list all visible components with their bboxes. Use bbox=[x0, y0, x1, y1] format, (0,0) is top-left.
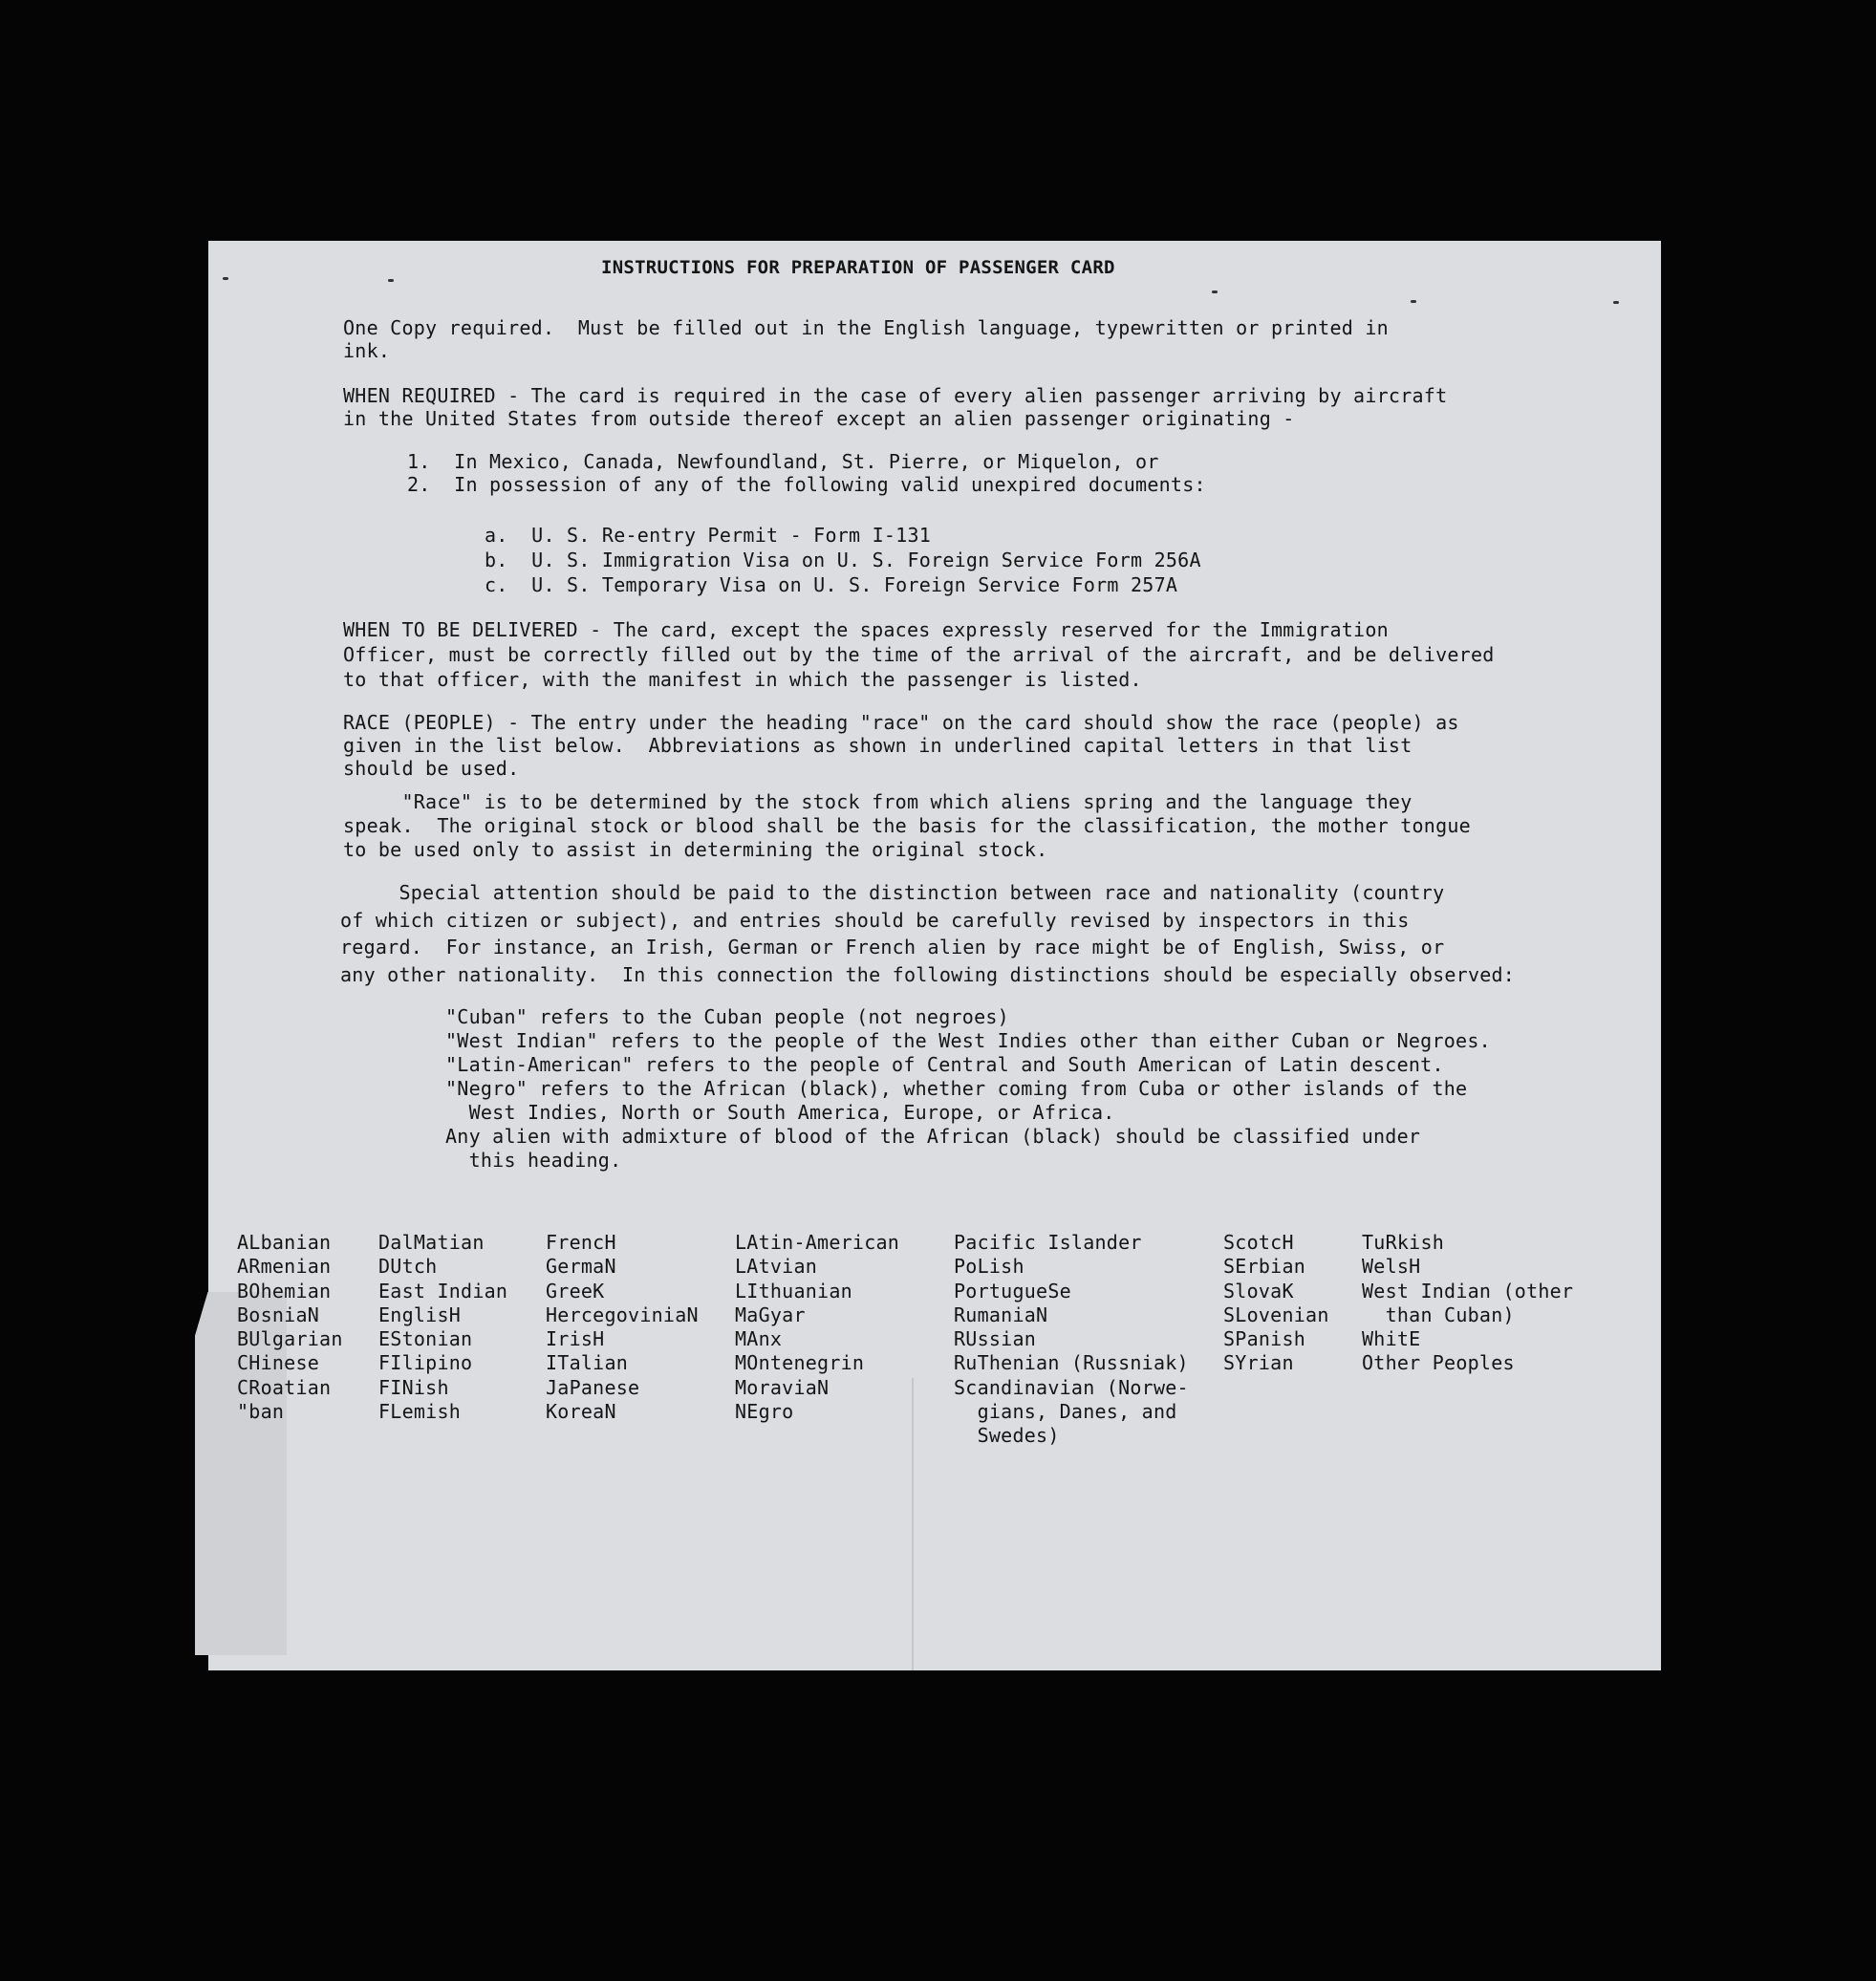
race-entry: East Indian bbox=[378, 1279, 508, 1303]
when-required-line: in the United States from outside thereof except an alien passenger originating - bbox=[343, 407, 1295, 430]
race-entry: ITalian bbox=[546, 1351, 629, 1375]
distinction-line: "West Indian" refers to the people of the West Indies other than either Cuban or Negroes. bbox=[445, 1029, 1491, 1052]
race-entry: MaGyar bbox=[735, 1303, 806, 1326]
race-entry: RuThenian (Russniak) bbox=[954, 1351, 1189, 1375]
distinction-line: "Latin-American" refers to the people of Central and South American of Latin descent. bbox=[445, 1053, 1444, 1076]
race-entry: FINish bbox=[378, 1375, 449, 1399]
race-list-column bbox=[378, 1231, 507, 1424]
when-required-paragraph bbox=[343, 384, 1447, 430]
race-entry: SErbian bbox=[1223, 1255, 1306, 1279]
race-entry: SYrian bbox=[1223, 1351, 1294, 1375]
race-entry: than Cuban) bbox=[1362, 1303, 1515, 1326]
race-entry: BUlgarian bbox=[237, 1327, 343, 1351]
race-entry: FLemish bbox=[378, 1400, 462, 1424]
race-entry: gians, Danes, and bbox=[954, 1400, 1177, 1424]
distinction-line: West Indies, North or South America, Europe, or Africa. bbox=[445, 1101, 1115, 1124]
special-attention-line: Special attention should be paid to the distinction between race and nationality (country bbox=[340, 881, 1445, 904]
when-delivered-line: to that officer, with the manifest in which the passenger is listed. bbox=[343, 668, 1142, 691]
race-line: RACE (PEOPLE) - The entry under the heading "race" on the card should show the race (people) as bbox=[343, 711, 1459, 734]
race-entry: SLovenian bbox=[1223, 1303, 1329, 1326]
race-entry: Scandinavian (Norwe- bbox=[954, 1375, 1189, 1399]
race-entry: LAtvian bbox=[735, 1255, 818, 1279]
race-entry: GermaN bbox=[546, 1255, 616, 1279]
race-entry: WhitE bbox=[1362, 1327, 1421, 1351]
ink-speck bbox=[1613, 301, 1619, 304]
race-entry: JaPanese bbox=[546, 1375, 640, 1399]
race-entry: West Indian (other bbox=[1362, 1279, 1574, 1303]
race-entry: LAtin-American bbox=[735, 1231, 900, 1254]
race-entry: WelsH bbox=[1362, 1255, 1421, 1279]
when-required-line: WHEN REQUIRED - The card is required in the case of every alien passenger arriving by aircraft bbox=[343, 384, 1448, 407]
document-subitems bbox=[485, 523, 1201, 597]
race-line: should be used. bbox=[343, 757, 520, 780]
race-list-column bbox=[954, 1231, 1189, 1449]
race-entry: BosniaN bbox=[237, 1303, 320, 1326]
race-definition-paragraph bbox=[343, 790, 1471, 862]
race-entry: Pacific Islander bbox=[954, 1231, 1142, 1254]
list-item: a. U. S. Re-entry Permit - Form I-131 bbox=[485, 524, 932, 547]
page-title: INSTRUCTIONS FOR PREPARATION OF PASSENGER CARD bbox=[601, 257, 1115, 278]
when-delivered-line: Officer, must be correctly filled out by the time of the arrival of the aircraft, and be delivered bbox=[343, 643, 1495, 666]
race-paragraph bbox=[343, 711, 1459, 780]
ink-speck bbox=[388, 279, 394, 282]
race-entry: MAnx bbox=[735, 1327, 783, 1351]
race-entry: DUtch bbox=[378, 1255, 438, 1279]
race-list-column bbox=[735, 1231, 899, 1424]
race-entry: HercegoviniaN bbox=[546, 1303, 699, 1326]
ink-speck bbox=[223, 277, 228, 280]
race-entry: PoLish bbox=[954, 1255, 1024, 1279]
race-entry: KoreaN bbox=[546, 1400, 616, 1424]
ink-speck bbox=[1411, 300, 1416, 303]
race-list-column bbox=[1223, 1231, 1329, 1376]
distinctions-list bbox=[445, 1005, 1491, 1173]
race-entry: RumaniaN bbox=[954, 1303, 1048, 1326]
race-entry: EnglisH bbox=[378, 1303, 462, 1326]
race-entry: ALbanian bbox=[237, 1231, 332, 1254]
race-entry: ARmenian bbox=[237, 1255, 332, 1279]
distinction-line: "Cuban" refers to the Cuban people (not negroes) bbox=[445, 1005, 1009, 1028]
race-entry: MoraviaN bbox=[735, 1375, 830, 1399]
special-attention-line: of which citizen or subject), and entries should be carefully revised by inspectors in this bbox=[340, 908, 1410, 932]
race-entry: BOhemian bbox=[237, 1279, 332, 1303]
when-required-items bbox=[407, 450, 1206, 496]
race-entry: SPanish bbox=[1223, 1327, 1306, 1351]
distinction-line: this heading. bbox=[445, 1149, 622, 1172]
race-entry: LIthuanian bbox=[735, 1279, 852, 1303]
race-entry: Other Peoples bbox=[1362, 1351, 1515, 1375]
intro-line: One Copy required. Must be filled out in the English language, typewritten or printed in bbox=[343, 316, 1389, 339]
ink-speck bbox=[1212, 291, 1218, 293]
race-entry: PortugueSe bbox=[954, 1279, 1071, 1303]
when-delivered-line: WHEN TO BE DELIVERED - The card, except the spaces expressly reserved for the Immigration bbox=[343, 618, 1389, 641]
race-definition-line: "Race" is to be determined by the stock from which aliens spring and the language they bbox=[343, 790, 1412, 813]
race-entry: TuRkish bbox=[1362, 1231, 1445, 1254]
special-attention-paragraph bbox=[340, 879, 1515, 988]
race-list-column bbox=[1362, 1231, 1573, 1376]
list-item: b. U. S. Immigration Visa on U. S. Foreign Service Form 256A bbox=[485, 549, 1201, 571]
race-entry: GreeK bbox=[546, 1279, 605, 1303]
race-entry: FrencH bbox=[546, 1231, 616, 1254]
when-delivered-paragraph bbox=[343, 617, 1495, 692]
intro-paragraph bbox=[343, 316, 1389, 362]
list-item: 1. In Mexico, Canada, Newfoundland, St. Pierre, or Miquelon, or bbox=[407, 450, 1159, 473]
distinction-line: Any alien with admixture of blood of the African (black) should be classified under bbox=[445, 1125, 1421, 1148]
race-entry: IrisH bbox=[546, 1327, 605, 1351]
race-line: given in the list below. Abbreviations as shown in underlined capital letters in that list bbox=[343, 734, 1412, 757]
race-list-column bbox=[237, 1231, 343, 1424]
list-item: 2. In possession of any of the following valid unexpired documents: bbox=[407, 473, 1206, 496]
race-entry: Swedes) bbox=[954, 1424, 1060, 1448]
race-list-column bbox=[546, 1231, 699, 1424]
race-entry: CRoatian bbox=[237, 1375, 332, 1399]
list-item: c. U. S. Temporary Visa on U. S. Foreign Service Form 257A bbox=[485, 573, 1178, 596]
document-page bbox=[208, 241, 1661, 1670]
race-entry: DalMatian bbox=[378, 1231, 485, 1254]
race-entry: EStonian bbox=[378, 1327, 473, 1351]
race-entry: SlovaK bbox=[1223, 1279, 1294, 1303]
race-entry: MOntenegrin bbox=[735, 1351, 865, 1375]
race-definition-line: speak. The original stock or blood shall be the basis for the classification, the mother tongue bbox=[343, 814, 1471, 837]
race-entry: NEgro bbox=[735, 1400, 794, 1424]
race-entry: FIlipino bbox=[378, 1351, 473, 1375]
intro-line: ink. bbox=[343, 339, 391, 362]
race-definition-line: to be used only to assist in determining the original stock. bbox=[343, 838, 1048, 861]
race-entry: ScotcH bbox=[1223, 1231, 1294, 1254]
race-entry: CHinese bbox=[237, 1351, 320, 1375]
special-attention-line: any other nationality. In this connection the following distinctions should be especially observed: bbox=[340, 962, 1516, 986]
race-entry: RUssian bbox=[954, 1327, 1037, 1351]
race-entry: "ban bbox=[237, 1400, 285, 1424]
page-crease bbox=[912, 1378, 914, 1670]
distinction-line: "Negro" refers to the African (black), whether coming from Cuba or other islands of the bbox=[445, 1077, 1468, 1100]
special-attention-line: regard. For instance, an Irish, German or French alien by race might be of English, Swiss, or bbox=[340, 936, 1445, 958]
